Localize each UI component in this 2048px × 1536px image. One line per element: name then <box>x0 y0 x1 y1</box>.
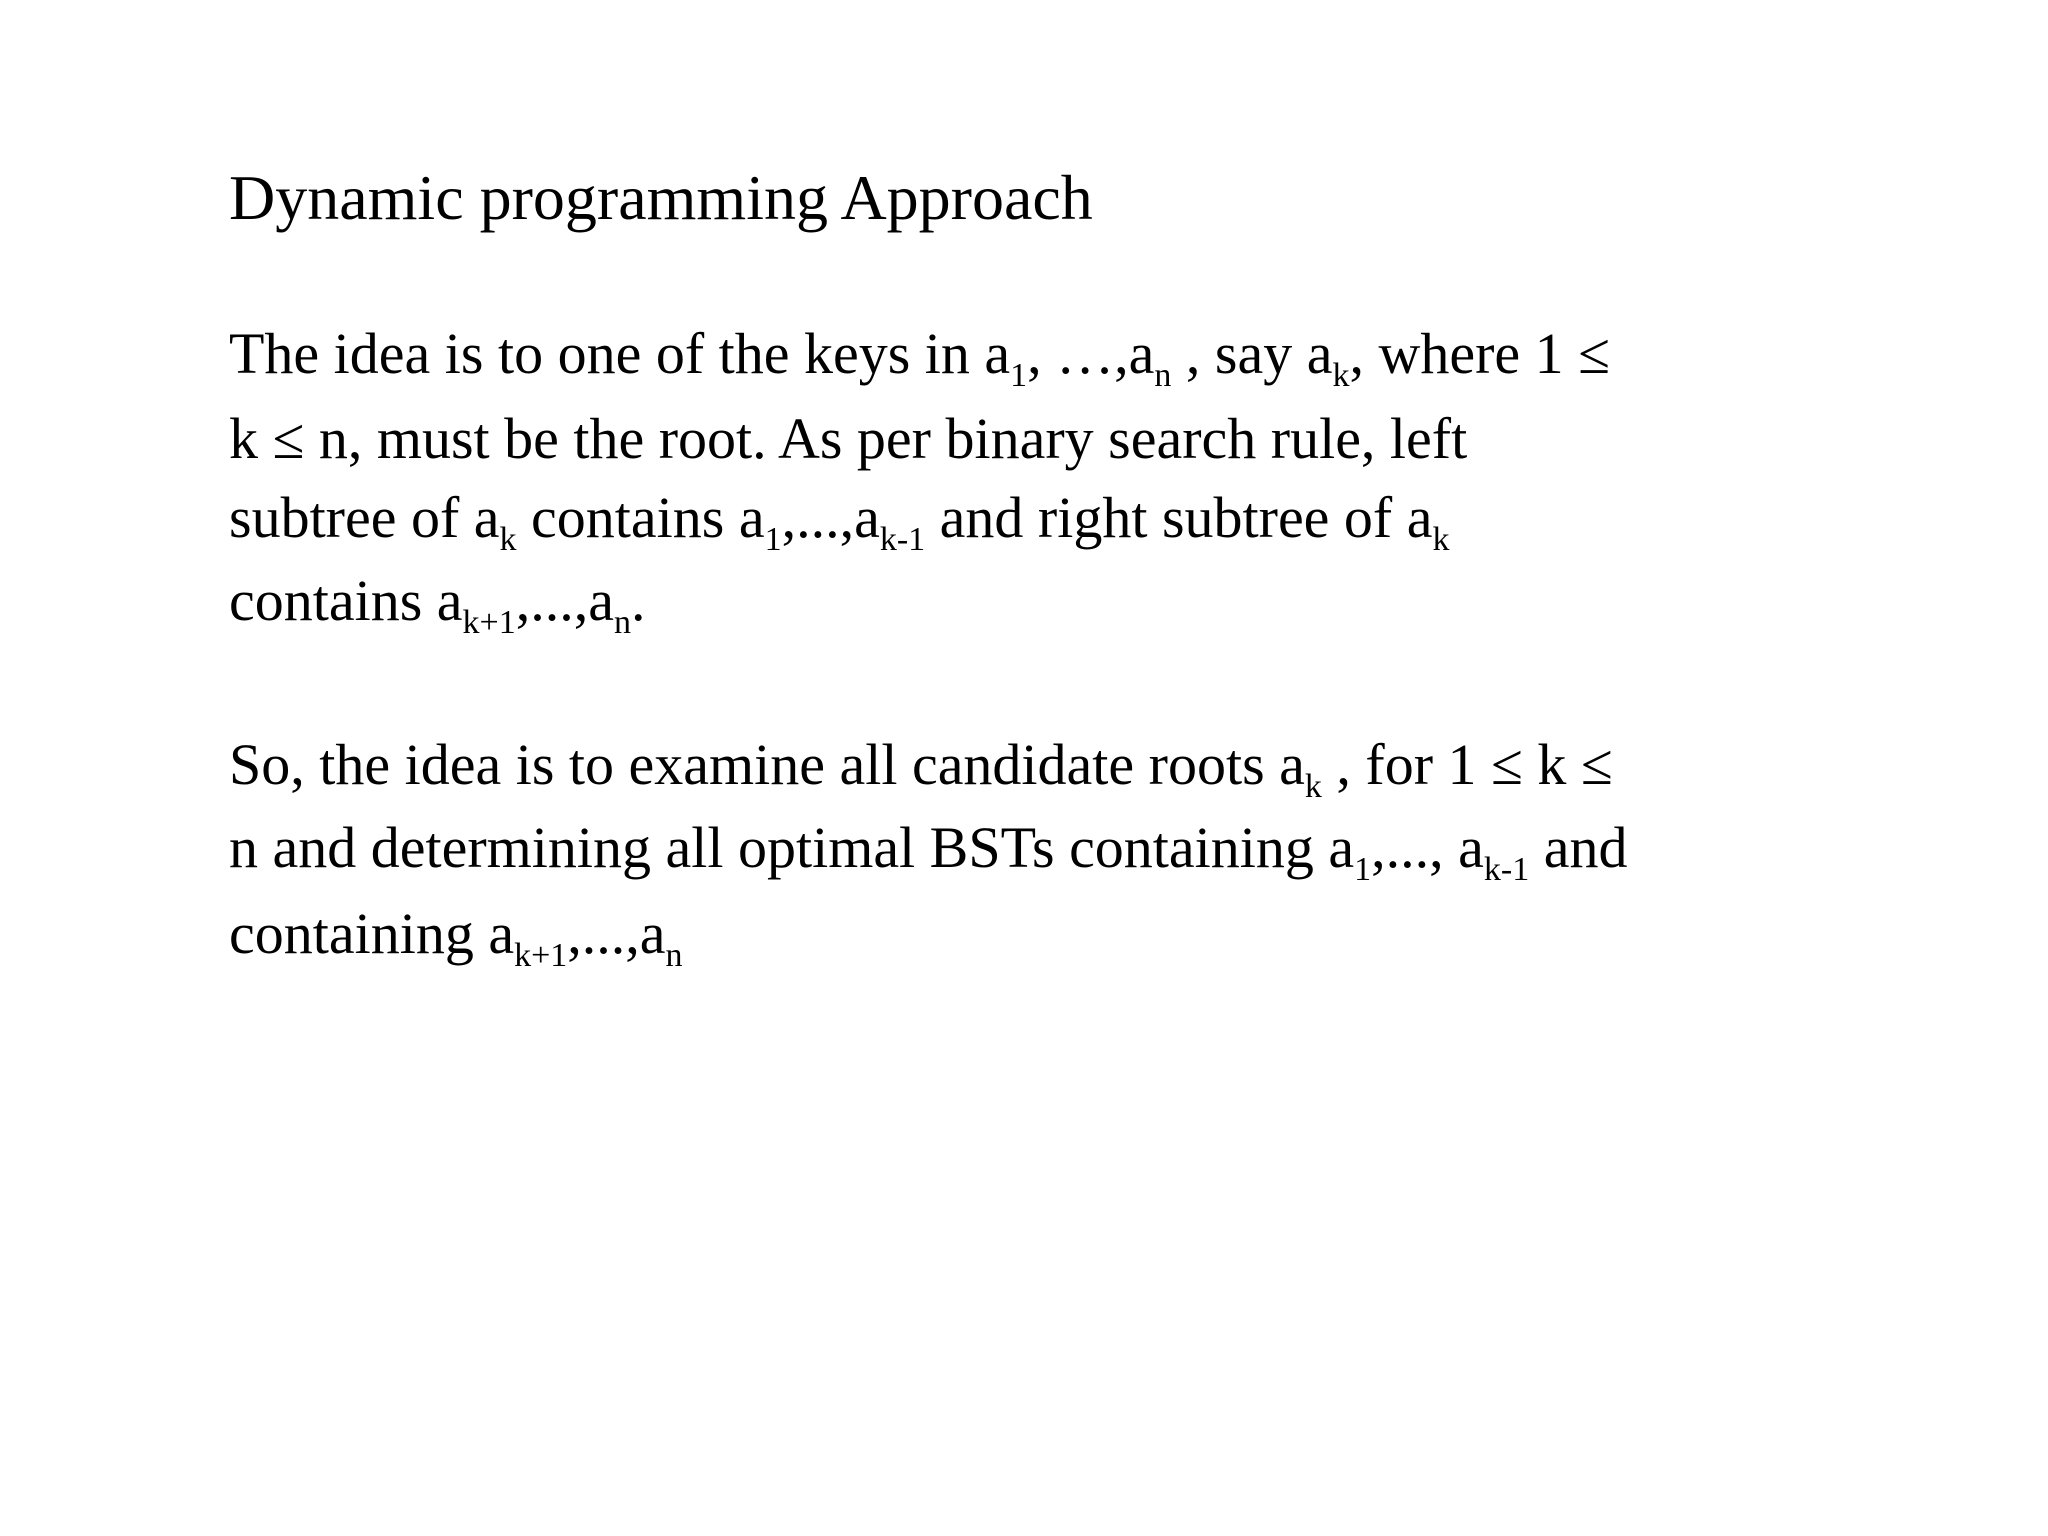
subscript: n <box>613 603 631 641</box>
text-run: contains a <box>516 485 765 550</box>
text-run: and right subtree of a <box>925 485 1433 550</box>
subscript: k-1 <box>879 520 926 558</box>
subscript: k <box>1304 767 1322 805</box>
subscript: k+1 <box>514 936 568 974</box>
text-run: containing a <box>229 901 515 966</box>
paragraph-1-line-1 <box>229 319 1611 394</box>
paragraph-1-line-2 <box>229 404 1467 474</box>
paragraph-1-line-3 <box>229 483 1450 558</box>
text-run: , say a <box>1171 321 1333 386</box>
text-run: The idea is to one of the keys in a <box>229 321 1011 386</box>
text-run: and <box>1529 815 1628 880</box>
text-run: So, the idea is to examine all candidate roots a <box>229 732 1305 797</box>
text-run: n and determining all optimal BSTs containing a <box>229 815 1355 880</box>
paragraph-2-line-3 <box>229 899 683 974</box>
text-run: k ≤ n, must be the root. As per binary search rule, left <box>229 406 1468 471</box>
text-run: contains a <box>229 568 463 633</box>
slide-title: Dynamic programming Approach <box>229 162 1093 233</box>
text-run: , where 1 ≤ <box>1349 321 1611 386</box>
paragraph-1-line-4 <box>229 566 646 641</box>
text-run: ,...,a <box>567 901 666 966</box>
subscript: 1 <box>764 520 782 558</box>
text-run: ,...,a <box>781 485 880 550</box>
subscript: k <box>1432 520 1450 558</box>
paragraph-2-line-2 <box>229 813 1628 888</box>
text-run: . <box>630 568 646 633</box>
subscript: n <box>1154 356 1172 394</box>
subscript: 1 <box>1354 850 1372 888</box>
subscript: k+1 <box>462 603 516 641</box>
subscript: 1 <box>1010 356 1028 394</box>
subscript: k <box>499 520 517 558</box>
subscript: k-1 <box>1483 850 1530 888</box>
subscript: n <box>665 936 683 974</box>
text-run: ,...,a <box>515 568 614 633</box>
text-run: , …,a <box>1027 321 1155 386</box>
subscript: k <box>1332 356 1350 394</box>
text-run: , for 1 ≤ k ≤ <box>1321 732 1613 797</box>
text-run: ,..., a <box>1371 815 1484 880</box>
text-run: subtree of a <box>229 485 500 550</box>
paragraph-2-line-1 <box>229 730 1613 805</box>
